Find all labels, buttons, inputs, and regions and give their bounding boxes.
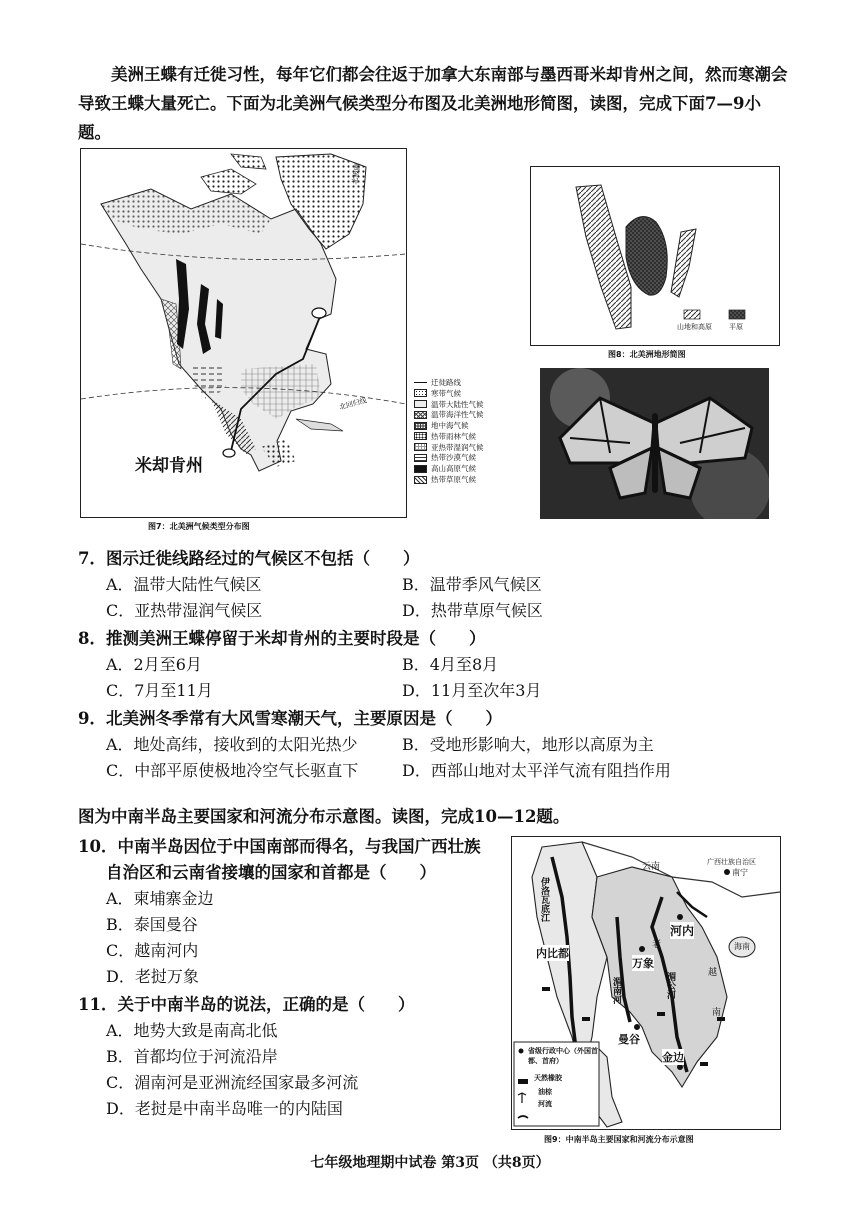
q10-option-d[interactable]: D．老挝万象 bbox=[106, 967, 199, 986]
q7-option-a[interactable]: A．温带大陆性气候区 bbox=[106, 575, 262, 594]
q11-option-d[interactable]: D．老挝是中南半岛唯一的内陆国 bbox=[106, 1099, 343, 1118]
q10-stem-line1: 10．中南半岛因位于中国南部而得名，与我国广西壮族 bbox=[78, 837, 481, 856]
label-yue: 越 bbox=[708, 968, 718, 978]
monarch-butterfly-photo bbox=[540, 368, 769, 519]
fig7-caption: 图7：北美洲气候类型分布图 bbox=[148, 522, 250, 531]
fig9-caption: 图9：中南半岛主要国家和河流分布示意图 bbox=[544, 1135, 694, 1144]
legend-capital: 省级行政中心（外国首都、首府） bbox=[528, 1047, 598, 1065]
landform-drawing bbox=[531, 167, 779, 345]
label-menam: 湄南河 bbox=[611, 977, 621, 1004]
q9-stem: 9．北美洲冬季常有大风雪寒潮天气，主要原因是（ ） bbox=[78, 709, 502, 728]
label-vientiane: 万象 bbox=[632, 957, 654, 970]
q11-stem: 11．关于中南半岛的说法，正确的是（ ） bbox=[78, 995, 415, 1014]
legend-rubber: 天然橡胶 bbox=[534, 1074, 562, 1082]
q10-option-a[interactable]: A．柬埔寨金边 bbox=[106, 889, 214, 908]
landform-map bbox=[530, 166, 780, 346]
q11-option-a[interactable]: A．地势大致是南高北低 bbox=[106, 1021, 278, 1040]
label-bangkok: 曼谷 bbox=[618, 1033, 640, 1046]
q8-option-b[interactable]: B．4月至8月 bbox=[402, 655, 499, 674]
label-hanoi: 河内 bbox=[670, 924, 695, 938]
q7-option-c[interactable]: C．亚热带湿润气候区 bbox=[106, 601, 263, 620]
q7-option-d[interactable]: D．热带草原气候区 bbox=[402, 601, 543, 620]
label-phnom-penh: 金边 bbox=[662, 1051, 684, 1064]
q8-option-a[interactable]: A．2月至6月 bbox=[106, 655, 202, 674]
label-hainan: 海南 bbox=[734, 942, 750, 951]
climate-map bbox=[80, 148, 407, 518]
q9-option-d[interactable]: D．西部山地对太平洋气流有阻挡作用 bbox=[402, 761, 671, 780]
page-footer: 七年级地理期中试卷 第3页 （共8页） bbox=[310, 1155, 550, 1171]
legend-temperate-maritime: 温带海洋性气候 bbox=[414, 409, 524, 420]
q11-option-c[interactable]: C．湄南河是亚洲流经国家最多河流 bbox=[106, 1073, 359, 1092]
arctic-circle-label: 北极圈 bbox=[350, 162, 363, 186]
section2-intro: 图为中南半岛主要国家和河流分布示意图。读图，完成10—12题。 bbox=[78, 807, 570, 826]
legend-tropical-savanna: 热带草原气候 bbox=[414, 474, 524, 485]
legend-temperate-continental: 温带大陆性气候 bbox=[414, 399, 524, 410]
tropic-of-cancer-label: 北回归线 bbox=[338, 396, 368, 412]
q8-option-d[interactable]: D．11月至次年3月 bbox=[402, 681, 542, 700]
label-irrawaddy: 伊洛瓦底江 bbox=[539, 877, 549, 922]
landform-legend-mountains: 山地和高原 bbox=[677, 323, 712, 331]
label-lao: 老 bbox=[652, 940, 662, 950]
q9-option-c[interactable]: C．中部平原使极地冷空气长驱直下 bbox=[106, 761, 359, 780]
q8-option-c[interactable]: C．7月至11月 bbox=[106, 681, 213, 700]
legend-tropical-rainforest: 热带雨林气候 bbox=[414, 431, 524, 442]
label-nanning: 南宁 bbox=[732, 868, 748, 877]
q11-option-b[interactable]: B．首都均位于河流沿岸 bbox=[106, 1047, 278, 1066]
climate-map-drawing bbox=[81, 149, 406, 517]
legend-subtropical-humid: 亚热带湿润气候 bbox=[414, 442, 524, 453]
legend-oil-palm: 油棕 bbox=[538, 1088, 552, 1096]
indochina-map bbox=[511, 836, 781, 1130]
label-guangxi: 广西壮族自治区 bbox=[707, 858, 756, 866]
legend-mediterranean: 地中海气候 bbox=[414, 420, 524, 431]
legend-highland: 高山高原气候 bbox=[414, 463, 524, 474]
q10-option-c[interactable]: C．越南河内 bbox=[106, 941, 199, 960]
fig9-legend bbox=[528, 1046, 598, 1109]
q10-option-b[interactable]: B．泰国曼谷 bbox=[106, 915, 198, 934]
legend-polar: 寒带气候 bbox=[414, 388, 524, 399]
label-naypyidaw: 内比都 bbox=[536, 947, 569, 960]
landform-legend-plains: 平原 bbox=[729, 323, 743, 331]
q10-stem-line2: 自治区和云南省接壤的国家和首都是（ ） bbox=[106, 863, 436, 882]
q7-option-b[interactable]: B．温带季风气候区 bbox=[402, 575, 542, 594]
legend-tropical-desert: 热带沙漠气候 bbox=[414, 453, 524, 464]
legend-river: 河流 bbox=[538, 1100, 552, 1108]
q9-option-b[interactable]: B．受地形影响大，地形以高原为主 bbox=[402, 735, 654, 754]
q8-stem: 8．推测美洲王蝶停留于米却肯州的主要时段是（ ） bbox=[78, 629, 486, 648]
fig8-caption: 图8：北美洲地形简图 bbox=[608, 350, 686, 359]
legend-migration-route: 迁徙路线 bbox=[414, 377, 524, 388]
butterfly-drawing bbox=[540, 368, 769, 519]
label-nan: 南 bbox=[712, 1008, 722, 1018]
intro-paragraph: 美洲王蝶有迁徙习性，每年它们都会往返于加拿大东南部与墨西哥米却肯州之间，然而寒潮会导致王蝶大量死亡。下面为北美洲气候类型分布图及北美洲地形简图，读图，完成下面7—9小题。 bbox=[78, 65, 788, 142]
q7-stem: 7．图示迁徙线路经过的气候区不包括（ ） bbox=[78, 549, 420, 568]
q9-option-a[interactable]: A．地处高纬，接收到的太阳光热少 bbox=[106, 735, 358, 754]
michoacan-label: 米却肯州 bbox=[135, 456, 203, 476]
climate-legend bbox=[414, 377, 524, 485]
label-mekong: 湄公河 bbox=[665, 972, 675, 999]
label-yunnan: 云南 bbox=[642, 862, 661, 872]
